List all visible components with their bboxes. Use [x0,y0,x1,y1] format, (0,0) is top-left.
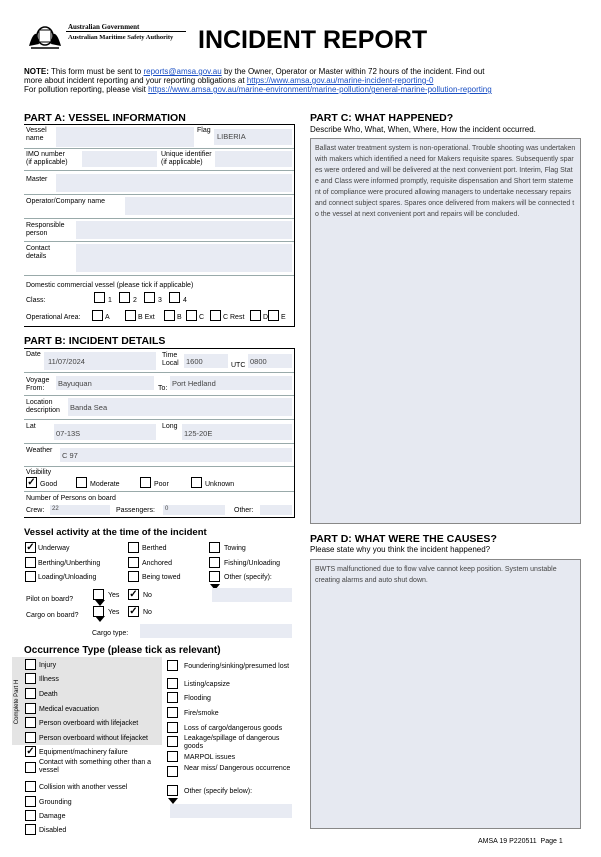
occurrence-death-checkbox[interactable] [25,688,36,699]
gov-line1: Australian Government [68,23,140,31]
gov-line2: Australian Maritime Safety Authority [68,34,174,41]
crew-input[interactable]: 22 [50,505,110,515]
location-label: Location description [26,399,60,414]
activity-loading-unloading-label: Loading/Unloading [38,574,97,581]
visibility-good-checkbox[interactable]: ✓ [27,477,36,488]
cargo-yes-label: Yes [108,609,120,616]
row-divider [24,395,294,396]
activity-fishing-unloading-label: Fishing/Unloading [224,560,281,567]
operator-label: Operator/Company name [26,198,105,205]
row-divider [24,275,294,276]
class-1-label: 1 [108,297,112,304]
vessel-name-input[interactable] [56,127,194,147]
activity-being-towed-checkbox[interactable] [128,571,139,582]
op-area-label: Operational Area: [26,314,81,321]
occurrence-damage-checkbox[interactable] [25,810,36,821]
occurrence-damage-label: Damage [39,813,66,820]
occurrence-person-overboard-with-lifejacket-label: Person overboard with lifejacket [39,720,139,727]
page-number: Page 1 [540,838,563,845]
op-area-b-checkbox[interactable] [164,310,175,321]
class-4-label: 4 [183,297,187,304]
location-input[interactable]: Banda Sea [68,398,292,416]
visibility-poor-label: Poor [154,481,169,488]
occurrence-leakage-spillage-of-dangerous-goods-label: Leakage/spillage of dangerous goods [184,735,280,750]
occurrence-flooding-label: Flooding [184,695,211,702]
other-persons-input[interactable] [260,505,292,515]
date-label: Date [26,351,41,358]
visibility-unknown-label: Unknown [205,481,235,488]
footer-code [478,838,563,846]
cargo-type-input[interactable] [140,624,292,638]
uid-label: Unique identifier (if applicable) [161,151,212,166]
row-divider [24,466,294,467]
voyage-from-input[interactable]: Bayuquan [56,376,154,390]
flag-label: Flag [197,127,211,134]
note-text3: more about incident reporting and your reporting obligations at [24,76,245,85]
class-label: Class: [26,297,46,304]
occurrence-equipment-machinery-failure-checkbox[interactable]: ✓ [26,746,35,757]
occurrence-person-overboard-without-lifejacket-checkbox[interactable] [25,732,36,743]
part-d-title: PART D: WHAT WERE THE CAUSES? [310,533,497,545]
part-c-subtitle: Describe Who, What, When, Where, How the incident occurred. [310,125,536,134]
cargo-type-label: Cargo type: [92,630,129,637]
row-divider [24,241,294,242]
email-link[interactable]: reports@amsa.gov.au [143,67,222,76]
note-label: NOTE: [24,67,49,76]
imo-label: IMO number (if applicable) [26,151,68,166]
domestic-label: Domestic commercial vessel (please tick if applicable) [26,282,194,289]
uid-input[interactable] [215,151,292,167]
op-area-b-ext-checkbox[interactable] [125,310,136,321]
passengers-label: Passengers: [116,507,155,514]
activity-other-specify-checkbox[interactable] [209,571,220,582]
part-d-subtitle: Please state why you think the incident happened? [310,545,491,554]
activity-other-specify-label: Other (specify): [224,574,272,581]
occurrence-contact-with-something-other-than-a-vessel-checkbox[interactable] [25,762,36,773]
voyage-to-input[interactable]: Port Hedland [170,376,292,390]
occurrence-marpol-issues-label: MARPOL issues [184,754,236,761]
weather-label: Weather [26,447,53,454]
op-area-d-label: D [263,314,269,321]
activity-berthing-unberthing-label: Berthing/Unberthing [38,560,101,567]
activity-anchored-label: Anchored [142,560,172,567]
part-a-title: PART A: VESSEL INFORMATION [24,112,186,124]
vessel-activity-title: Vessel activity at the time of the incident [24,527,207,538]
activity-underway-checkbox[interactable]: ✓ [26,542,35,553]
occurrence-other-specify-below-label: Other (specify below): [184,788,253,795]
utc-label: UTC [231,362,246,369]
visibility-moderate-label: Moderate [90,481,120,488]
visibility-unknown-checkbox[interactable] [191,477,202,488]
visibility-moderate-checkbox[interactable] [76,477,87,488]
cargo-no-checkbox[interactable]: ✓ [129,606,138,617]
occurrence-injury-label: Injury [39,662,57,669]
responsible-label: Responsible person [26,222,65,237]
activity-anchored-checkbox[interactable] [128,557,139,568]
contact-input[interactable] [76,244,292,272]
activity-berthed-checkbox[interactable] [128,542,139,553]
occurrence-collision-with-another-vessel-checkbox[interactable] [25,781,36,792]
op-area-b-ext-label: B Ext [138,314,155,321]
occurrence-illness-label: Illness [39,676,59,683]
activity-loading-unloading-checkbox[interactable] [25,571,36,582]
weather-input[interactable]: C 97 [60,448,292,462]
occurrence-collision-with-another-vessel-label: Collision with another vessel [39,784,128,791]
activity-underway-label: Underway [38,545,70,552]
op-area-b-label: B [177,314,182,321]
lat-label: Lat [26,423,36,430]
part-c-text: Ballast water treatment system is non-operational. Trouble shooting was undertaken with makers which identified a need for Makers requisite spares. Subsequently spares were ordered and will be delivered at the next convenient port. Interim, Flag State and Class were informed promptly, requisite dispensation and Short term statement of compliance were procured allowing managers to undertake necessary repairs and connect subject spares. Spares once delivered from makers will be connected to the vessel at next convenient port and repairs will be concluded. [315,145,576,218]
class-2-label: 2 [133,297,137,304]
op-area-c-rest-label: C Rest [223,314,245,321]
occurrence-listing-capsize-label: Listing/capsize [184,681,230,688]
crest-logo [25,24,65,52]
operator-input[interactable] [125,197,292,215]
responsible-input[interactable] [76,221,292,239]
part-b-top-rule [24,348,295,349]
time-label: Time Local [162,352,179,367]
part-c-title: PART C: WHAT HAPPENED? [310,112,454,124]
occurrence-death-label: Death [39,691,58,698]
part-d-text: BWTS malfunctioned due to flow valve cannot keep position. System unstable creating alarms and auto shut down. [315,566,557,584]
occurrence-near-miss-dangerous-occurrence-label: Near miss/ Dangerous occurrence [184,765,291,772]
occurrence-illness-checkbox[interactable] [25,673,36,684]
op-area-e-label: E [281,314,286,321]
crew-label: Crew: [26,507,45,514]
part-d-box[interactable] [310,559,581,829]
gov-rule [66,31,186,32]
other-activity-input[interactable] [212,588,292,602]
activity-towing-checkbox[interactable] [209,542,220,553]
pilot-no-checkbox[interactable]: ✓ [129,589,138,600]
other-occurrence-input[interactable] [170,804,292,818]
cargo-no-label: No [143,609,152,616]
row-divider [24,491,294,492]
occurrence-foundering-sinking-presumed-lost-label: Foundering/sinking/presumed lost [184,663,290,670]
pollution-reporting-link[interactable]: https://www.amsa.gov.au/marine-environment/marine-pollution/general-marine-pollution-reporting [148,85,492,94]
activity-being-towed-label: Being towed [142,574,181,581]
occurrence-medical-evacuation-label: Medical evacuation [39,706,99,713]
occurrence-other-specify-below-checkbox[interactable] [167,785,178,796]
occurrence-near-miss-dangerous-occurrence-checkbox[interactable] [167,766,178,777]
pilot-yes-checkbox[interactable] [93,589,104,600]
page-title: INCIDENT REPORT [198,26,428,54]
occurrence-foundering-sinking-presumed-lost-checkbox[interactable] [167,660,178,671]
occurrence-flooding-checkbox[interactable] [167,692,178,703]
occurrence-person-overboard-without-lifejacket-label: Person overboard without lifejacket [39,735,148,742]
flag-input[interactable]: LIBERIA [214,129,292,145]
occurrence-leakage-spillage-of-dangerous-goods-checkbox[interactable] [167,736,178,747]
cargo-yes-checkbox[interactable] [93,606,104,617]
occurrence-title: Occurrence Type (please tick as relevant) [24,645,221,656]
form-code: AMSA 19 P220511 [478,838,537,845]
row-divider [24,443,294,444]
row-divider [24,218,294,219]
lat-input[interactable]: 07-13S [54,424,156,440]
row-divider [24,419,294,420]
incident-reporting-link[interactable]: https://www.amsa.gov.au/marine-incident-reporting-0 [246,76,434,85]
class-2-checkbox[interactable] [119,292,130,303]
vessel-name-label: Vessel name [26,127,47,142]
occurrence-grounding-checkbox[interactable] [25,796,36,807]
part-a-top-rule [24,124,295,125]
persons-label: Number of Persons on board [26,495,116,502]
op-area-c-checkbox[interactable] [186,310,197,321]
class-3-checkbox[interactable] [144,292,155,303]
other-persons-label: Other: [234,507,254,514]
occurrence-fire-smoke-checkbox[interactable] [167,707,178,718]
long-label: Long [162,423,178,430]
row-divider [24,170,294,171]
visibility-good-label: Good [40,481,58,488]
note-text4: For pollution reporting, please visit [24,85,146,94]
pilot-label: Pilot on board? [26,596,74,603]
activity-berthed-label: Berthed [142,545,167,552]
visibility-poor-checkbox[interactable] [140,477,151,488]
op-area-c-label: C [199,314,205,321]
note-block [24,67,584,94]
occurrence-loss-of-cargo-dangerous-goods-label: Loss of cargo/dangerous goods [184,725,283,732]
occurrence-person-overboard-with-lifejacket-checkbox[interactable] [25,717,36,728]
utc-input[interactable]: 0800 [248,354,292,368]
contact-label: Contact details [26,245,51,260]
note-text1: This form must be sent to [50,67,142,76]
occurrence-disabled-label: Disabled [39,827,67,834]
class-1-checkbox[interactable] [94,292,105,303]
passengers-input[interactable]: 0 [163,505,225,515]
occurrence-medical-evacuation-checkbox[interactable] [25,703,36,714]
class-4-checkbox[interactable] [169,292,180,303]
visibility-label: Visibility [26,469,52,476]
cargo-label: Cargo on board? [26,612,79,619]
class-3-label: 3 [158,297,162,304]
note-text2: by the Owner, Operator or Master within 72 hours of the incident. Find out [223,67,485,76]
pilot-no-label: No [143,592,152,599]
op-area-d-checkbox[interactable] [250,310,261,321]
voyage-label: Voyage From: [26,377,50,392]
row-divider [24,148,294,149]
row-divider [24,372,294,373]
occurrence-listing-capsize-checkbox[interactable] [167,678,178,689]
to-label: To: [158,385,168,392]
occurrence-fire-smoke-label: Fire/smoke [184,710,219,717]
part-h-side-label: Complete Part H [14,679,20,725]
imo-input[interactable] [82,151,157,167]
op-area-c-rest-checkbox[interactable] [210,310,221,321]
part-b-title: PART B: INCIDENT DETAILS [24,335,166,347]
occurrence-equipment-machinery-failure-label: Equipment/machinery failure [39,749,128,756]
activity-berthing-unberthing-checkbox[interactable] [25,557,36,568]
activity-towing-label: Towing [224,545,246,552]
occurrence-contact-with-something-other-than-a-vessel-label: Contact with something other than a vessel [39,759,152,774]
occurrence-loss-of-cargo-dangerous-goods-checkbox[interactable] [167,722,178,733]
time-input[interactable]: 1600 [184,354,228,368]
op-area-a-label: A [105,314,110,321]
op-area-a-checkbox[interactable] [92,310,103,321]
occurrence-marpol-issues-checkbox[interactable] [167,751,178,762]
occurrence-disabled-checkbox[interactable] [25,824,36,835]
op-area-e-checkbox[interactable] [268,310,279,321]
long-input[interactable]: 125-20E [182,424,292,440]
row-divider [24,194,294,195]
occurrence-injury-checkbox[interactable] [25,659,36,670]
part-c-box[interactable] [310,138,581,524]
pilot-yes-label: Yes [108,592,120,599]
date-input[interactable]: 11/07/2024 [44,352,156,370]
master-input[interactable] [56,174,292,192]
activity-fishing-unloading-checkbox[interactable] [209,557,220,568]
master-label: Master [26,176,48,183]
occurrence-grounding-label: Grounding [39,799,72,806]
